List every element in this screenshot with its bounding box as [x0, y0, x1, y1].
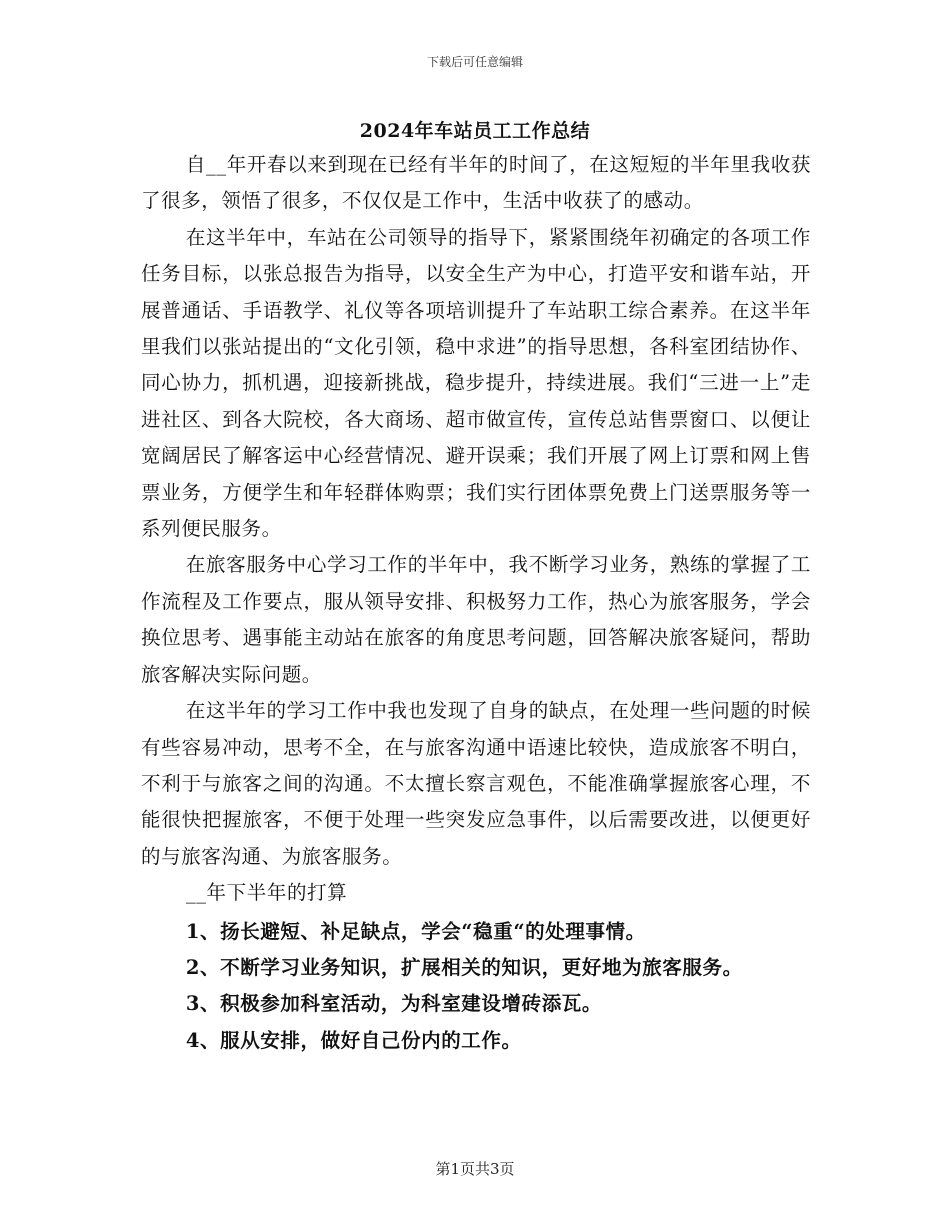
plan-item: 2、不断学习业务知识，扩展相关的知识，更好地为旅客服务。 — [185, 955, 743, 979]
paragraph-station-work: 在这半年中，车站在公司领导的指导下，紧紧围绕年初确定的各项工作任务目标，以张总报告为指导，以安全生产为中心，打造平安和谐车站，开展普通话、手语教学、礼仪等各项培训提升了车站职工综合素养。在这半年里我们以张站提出的“文化引领，稳中求进”的指导思想，各科室团结协作、同心协力，抓机遇，迎接新挑战，稳步提升，持续进展。我们“三进一上”走进社区、到各大院校，各大商场、超市做宣传，宣传总站售票窗口、以便让宽阔居民了解客运中心经营情况、避开误乘；我们开展了网上订票和网上售票业务，方便学生和年轻群体购票；我们实行团体票免费上门送票服务等一系列便民服务。 — [141, 225, 811, 541]
plan-item: 1、扬长避短、补足缺点，学会“稳重“的处理事情。 — [185, 919, 646, 943]
page-header: 下载后可任意编辑 — [426, 55, 523, 69]
document-title: 2024年车站员工工作总结 — [359, 120, 591, 142]
paragraph-intro: 自__年开春以来到现在已经有半年的时间了，在这短短的半年里我收获了很多，领悟了很多，不仅仅是工作中，生活中收获了的感动。 — [141, 153, 811, 213]
plan-heading: __年下半年的打算 — [185, 881, 348, 905]
paragraph-shortcomings: 在这半年的学习工作中我也发现了自身的缺点，在处理一些问题的时候有些容易冲动，思考不全，在与旅客沟通中语速比较快，造成旅客不明白，不利于与旅客之间的沟通。不太擅长察言观色，不能准确掌握旅客心理，不能很快把握旅客，不便于处理一些突发应急事件，以后需要改进，以便更好的与旅客沟通、为旅客服务。 — [141, 699, 811, 868]
plan-item: 3、积极参加科室活动，为科室建设增砖添瓦。 — [185, 992, 603, 1016]
page-number: 第1页共3页 — [435, 1160, 515, 1178]
document-body — [141, 147, 811, 1059]
paragraph-service-center: 在旅客服务中心学习工作的半年中，我不断学习业务，熟练的掌握了工作流程及工作要点，服从领导安排、积极努力工作，热心为旅客服务，学会换位思考、遇事能主动站在旅客的角度思考问题，回答解决旅客疑问，帮助旅客解决实际问题。 — [141, 553, 811, 686]
plan-item: 4、服从安排，做好自己份内的工作。 — [185, 1028, 522, 1052]
plan-list — [141, 914, 811, 1060]
